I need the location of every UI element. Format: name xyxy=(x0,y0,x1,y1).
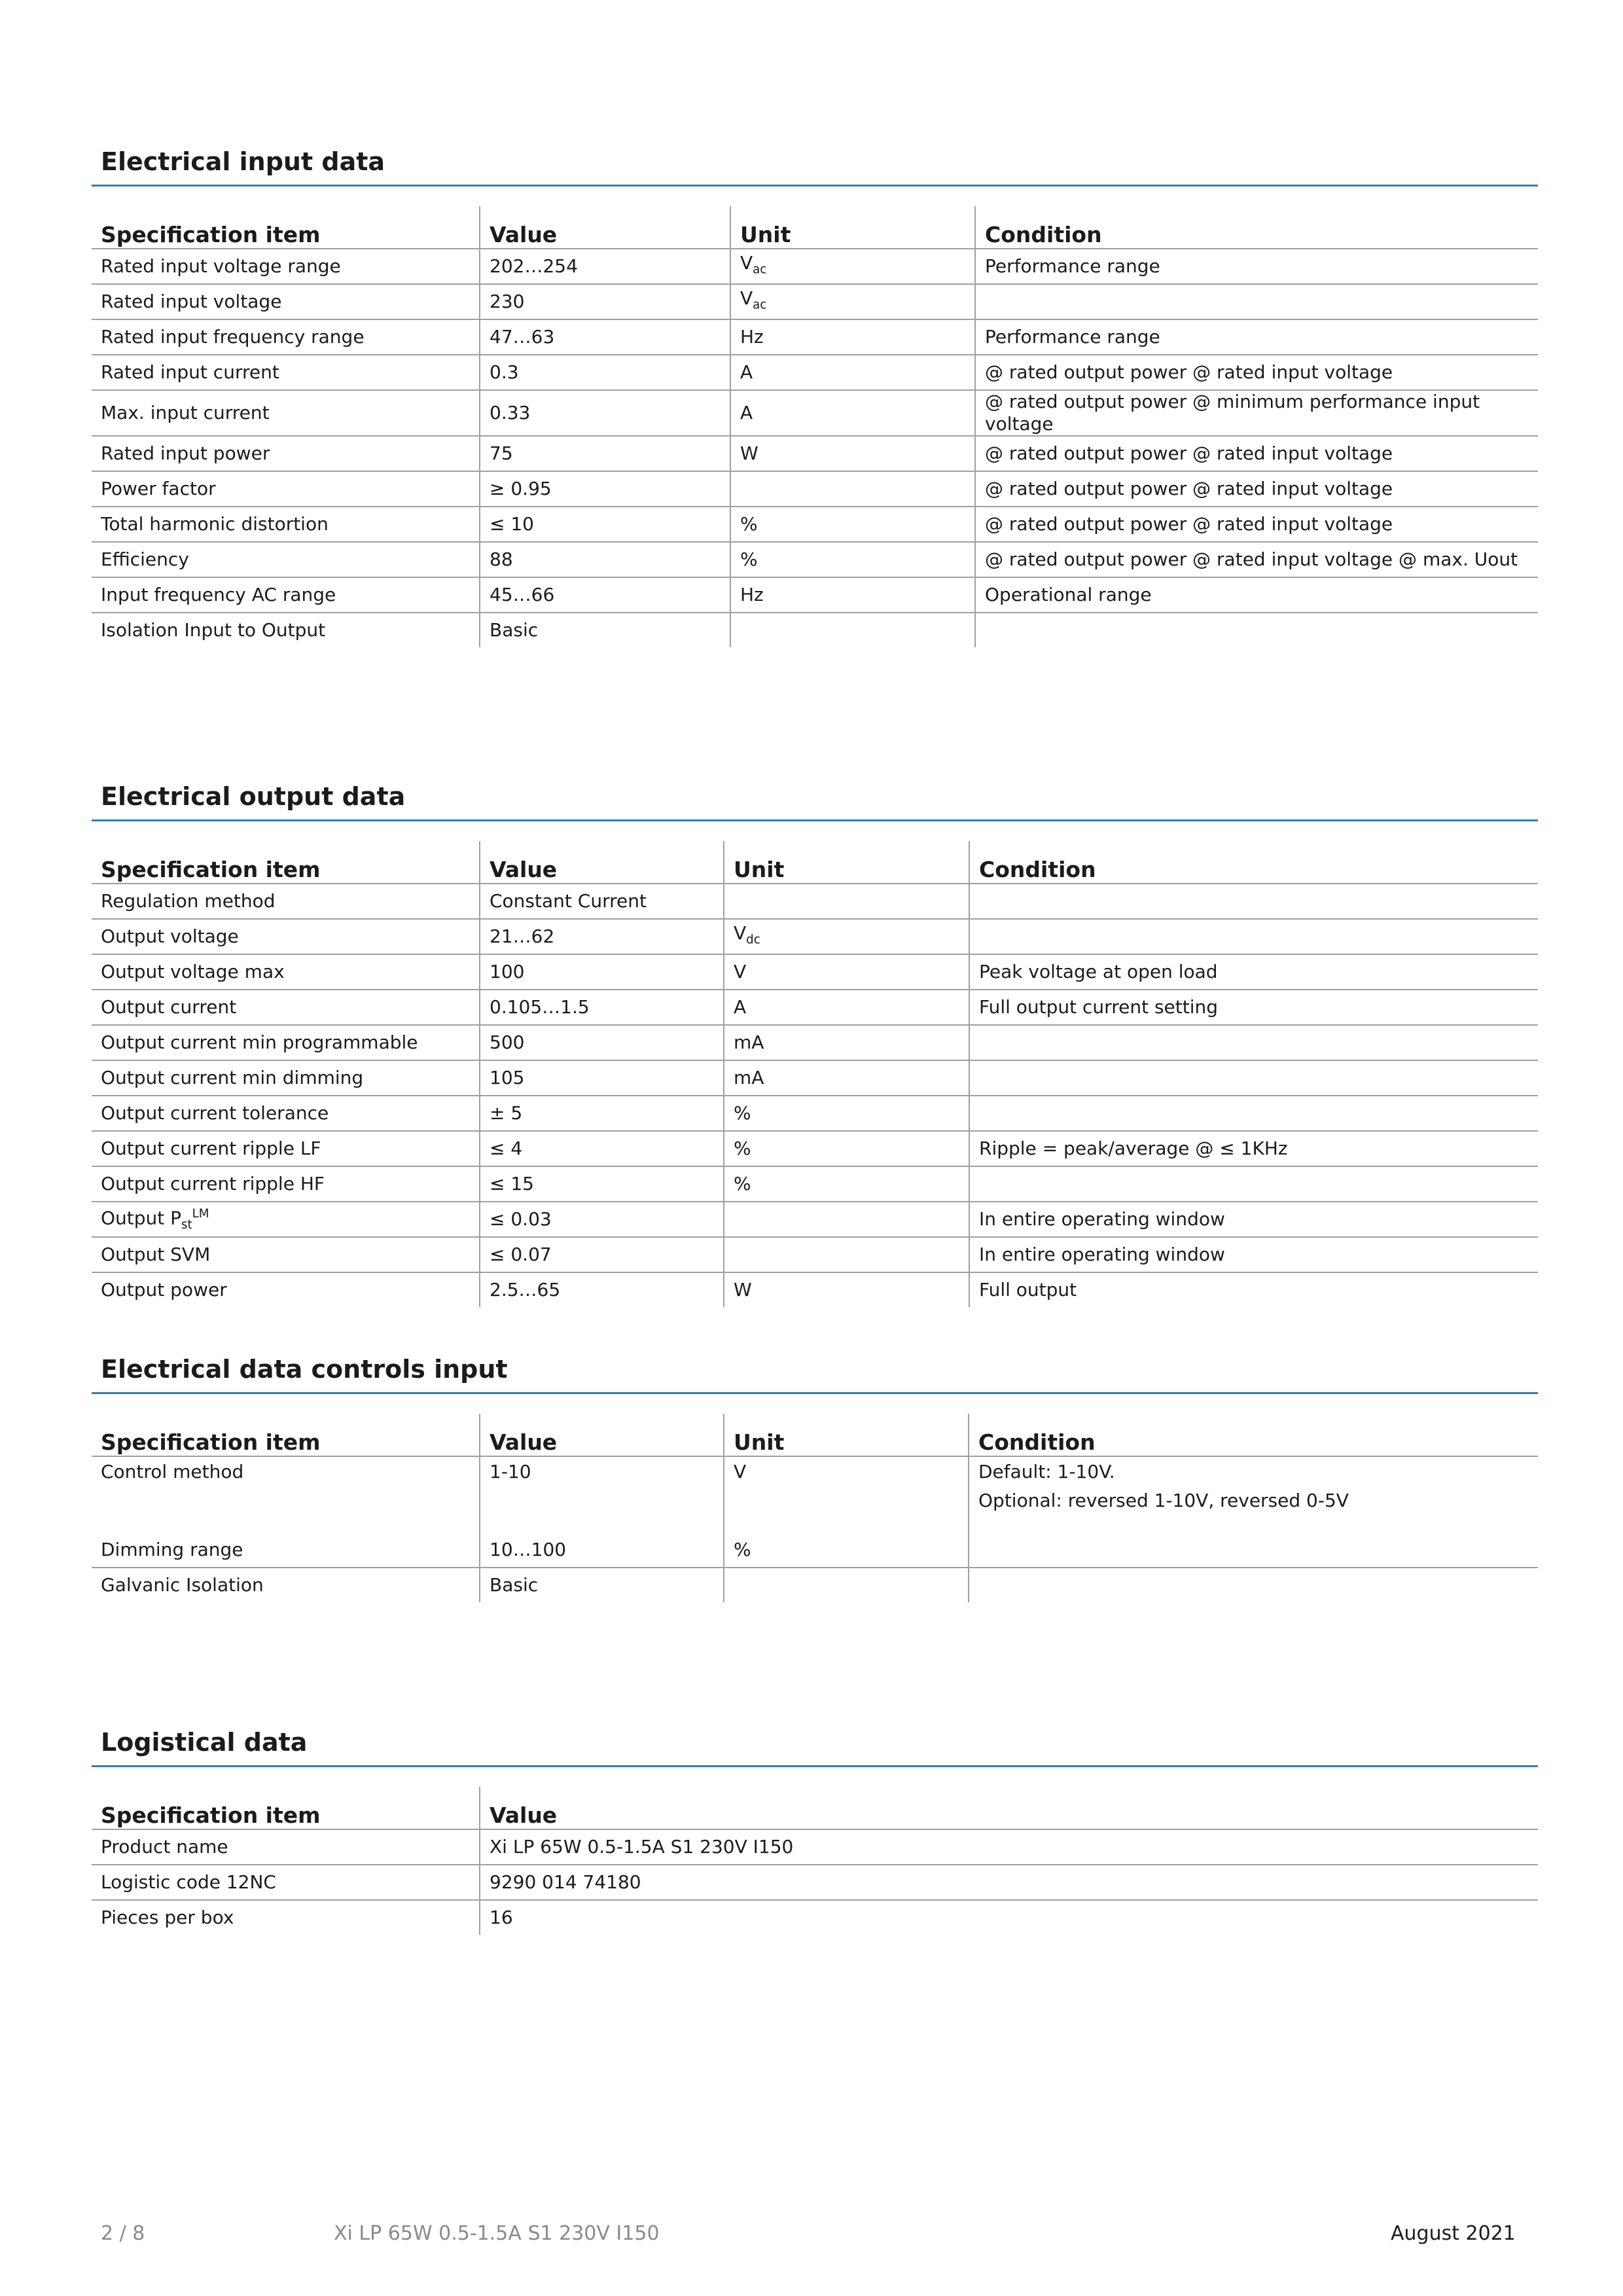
cell-value: 1-10 xyxy=(480,1456,724,1533)
column-header: Value xyxy=(480,1787,1538,1829)
cell-spec-item: Output current min programmable xyxy=(92,1025,480,1060)
cell-value: ≤ 10 xyxy=(480,507,730,542)
cell-value: 202…254 xyxy=(480,249,730,284)
cell-value: 16 xyxy=(480,1900,1538,1935)
table-row xyxy=(92,1456,1538,1533)
cell-spec-item: Power factor xyxy=(92,471,480,507)
cell-value: 45…66 xyxy=(480,577,730,613)
cell-value: 47…63 xyxy=(480,319,730,355)
cell-value: 88 xyxy=(480,542,730,577)
cell-spec-item: Product name xyxy=(92,1829,480,1865)
table-row xyxy=(92,1237,1538,1272)
table-row xyxy=(92,355,1538,390)
column-header: Value xyxy=(480,206,730,249)
column-header: Condition xyxy=(969,841,1538,884)
column-header: Specification item xyxy=(92,206,480,249)
cell-unit: mA xyxy=(724,1060,969,1096)
cell-unit xyxy=(724,1568,969,1602)
cell-value: ≤ 15 xyxy=(480,1166,724,1202)
section-title: Logistical data xyxy=(92,1728,1538,1767)
section-title: Electrical data controls input xyxy=(92,1355,1538,1394)
cell-value: Basic xyxy=(480,613,730,647)
cell-spec-item: Regulation method xyxy=(92,884,480,919)
cell-condition: Full output current setting xyxy=(969,990,1538,1025)
cell-spec-item: Control method xyxy=(101,1461,244,1482)
cell-value: ± 5 xyxy=(480,1096,724,1131)
cell-spec-item: Total harmonic distortion xyxy=(92,507,480,542)
table-header-row xyxy=(92,841,1538,884)
cell-value: 21…62 xyxy=(480,919,724,954)
cell-unit: % xyxy=(724,1131,969,1166)
cell-spec-item: Input frequency AC range xyxy=(92,577,480,613)
cell-unit: % xyxy=(730,542,975,577)
cell-unit: $V_{dc}$ xyxy=(724,919,969,954)
cell-unit: % xyxy=(724,1096,969,1131)
cell-condition: @ rated output power @ minimum performance input voltage xyxy=(975,390,1538,436)
table-body xyxy=(92,1533,1538,1602)
cell-unit xyxy=(724,884,969,919)
cell-unit: V xyxy=(724,1456,969,1533)
cell-condition: Performance range xyxy=(975,249,1538,284)
cell-value: ≥ 0.95 xyxy=(480,471,730,507)
table-row xyxy=(92,884,1538,919)
table-row xyxy=(92,1131,1538,1166)
cell-unit: V xyxy=(724,954,969,990)
cell-unit: W xyxy=(730,436,975,471)
table-row xyxy=(92,954,1538,990)
cell-value: 9290 014 74180 xyxy=(480,1865,1538,1900)
cell-spec-item: Output current xyxy=(92,990,480,1025)
cell-value: Constant Current xyxy=(480,884,724,919)
cell-condition: In entire operating window xyxy=(969,1237,1538,1272)
cell-spec-item: Rated input frequency range xyxy=(92,319,480,355)
cell-condition xyxy=(969,1096,1538,1131)
cell-condition xyxy=(969,884,1538,919)
cell-spec-item: Output $P_{st}^{LM}$ xyxy=(92,1202,480,1237)
cell-unit xyxy=(724,1237,969,1272)
section-electrical-input xyxy=(92,147,1538,647)
cell-unit xyxy=(730,471,975,507)
cell-unit xyxy=(724,1202,969,1237)
column-header: Unit xyxy=(724,841,969,884)
column-header: Unit xyxy=(730,206,975,249)
controls-input-table xyxy=(92,1414,1538,1602)
condition-line: Default: 1-10V. xyxy=(978,1461,1115,1482)
cell-condition: @ rated output power @ rated input voltage xyxy=(975,355,1538,390)
table-body xyxy=(92,884,1538,1307)
table-header-row xyxy=(92,206,1538,249)
table-row xyxy=(92,1533,1538,1568)
cell-spec-item: Output current tolerance xyxy=(92,1096,480,1131)
cell-unit: % xyxy=(724,1533,969,1568)
cell-value: Basic xyxy=(480,1568,724,1602)
cell-condition xyxy=(969,1456,1538,1533)
table-row xyxy=(92,1202,1538,1237)
cell-value: Xi LP 65W 0.5-1.5A S1 230V I150 xyxy=(480,1829,1538,1865)
cell-condition: In entire operating window xyxy=(969,1202,1538,1237)
cell-unit xyxy=(730,613,975,647)
table-row xyxy=(92,577,1538,613)
table-row xyxy=(92,507,1538,542)
table-row xyxy=(92,319,1538,355)
table-row xyxy=(92,542,1538,577)
table-body xyxy=(92,1456,1538,1533)
cell-condition: @ rated output power @ rated input voltage @ max. Uout xyxy=(975,542,1538,577)
section-title: Electrical output data xyxy=(92,782,1538,821)
cell-spec-item: Output voltage xyxy=(92,919,480,954)
cell-spec-item: Dimming range xyxy=(92,1533,480,1568)
table-row xyxy=(92,1166,1538,1202)
cell-spec-item: Rated input voltage xyxy=(92,284,480,319)
cell-condition: @ rated output power @ rated input voltage xyxy=(975,436,1538,471)
cell-condition xyxy=(969,1568,1538,1602)
footer-date: August 2021 xyxy=(1391,2222,1516,2245)
cell-value: 0.105…1.5 xyxy=(480,990,724,1025)
cell-spec-item: Output current ripple HF xyxy=(92,1166,480,1202)
cell-condition: Full output xyxy=(969,1272,1538,1307)
cell-unit: Hz xyxy=(730,577,975,613)
section-logistical xyxy=(92,1728,1538,1935)
cell-unit: Hz xyxy=(730,319,975,355)
cell-value: ≤ 0.03 xyxy=(480,1202,724,1237)
cell-spec-item: Logistic code 12NC xyxy=(92,1865,480,1900)
column-header: Specification item xyxy=(92,1414,480,1456)
table-row xyxy=(92,1060,1538,1096)
cell-spec-item: Max. input current xyxy=(92,390,480,436)
table-row xyxy=(92,1272,1538,1307)
table-row xyxy=(92,1096,1538,1131)
cell-unit: $V_{ac}$ xyxy=(730,249,975,284)
cell-spec-item: Rated input voltage range xyxy=(92,249,480,284)
table-row xyxy=(92,471,1538,507)
cell-condition xyxy=(975,284,1538,319)
column-header: Specification item xyxy=(92,841,480,884)
cell-condition: @ rated output power @ rated input voltage xyxy=(975,507,1538,542)
electrical-output-table xyxy=(92,841,1538,1307)
cell-condition xyxy=(969,1166,1538,1202)
cell-condition xyxy=(969,1025,1538,1060)
footer-product-name: Xi LP 65W 0.5-1.5A S1 230V I150 xyxy=(334,2222,660,2245)
table-body xyxy=(92,1829,1538,1935)
cell-condition: Ripple = peak/average @ ≤ 1KHz xyxy=(969,1131,1538,1166)
table-row xyxy=(92,613,1538,647)
cell-spec-item: Efficiency xyxy=(92,542,480,577)
cell-unit: mA xyxy=(724,1025,969,1060)
cell-unit: A xyxy=(730,390,975,436)
electrical-input-table xyxy=(92,206,1538,647)
cell-spec-item: Galvanic Isolation xyxy=(101,1574,264,1596)
cell-value: 0.3 xyxy=(480,355,730,390)
table-row xyxy=(92,284,1538,319)
table-header-row xyxy=(92,1414,1538,1456)
cell-value: 100 xyxy=(480,954,724,990)
section-electrical-output xyxy=(92,782,1538,1307)
cell-value: 500 xyxy=(480,1025,724,1060)
cell-unit: W xyxy=(724,1272,969,1307)
cell-spec-item: Rated input current xyxy=(92,355,480,390)
cell-spec-item: Output current ripple LF xyxy=(92,1131,480,1166)
cell-unit: % xyxy=(724,1166,969,1202)
column-header: Unit xyxy=(724,1414,969,1456)
page-number: 2 / 8 xyxy=(101,2222,145,2245)
cell-value: ≤ 4 xyxy=(480,1131,724,1166)
table-row xyxy=(92,436,1538,471)
cell-value: 105 xyxy=(480,1060,724,1096)
table-row xyxy=(92,1865,1538,1900)
section-title: Electrical input data xyxy=(92,147,1538,187)
column-header: Specification item xyxy=(92,1787,480,1829)
cell-condition xyxy=(969,919,1538,954)
condition-line: Optional: reversed 1-10V, reversed 0-5V xyxy=(978,1490,1349,1511)
cell-spec-item: Rated input power xyxy=(92,436,480,471)
cell-value: 10…100 xyxy=(480,1533,724,1568)
column-header: Condition xyxy=(975,206,1538,249)
cell-spec-item: Output SVM xyxy=(92,1237,480,1272)
cell-condition: Performance range xyxy=(975,319,1538,355)
table-body xyxy=(92,249,1538,647)
cell-spec-item: Output power xyxy=(101,1279,227,1300)
cell-value: 0.33 xyxy=(480,390,730,436)
cell-unit: A xyxy=(730,355,975,390)
cell-spec-item: Output current min dimming xyxy=(92,1060,480,1096)
table-row xyxy=(92,1568,1538,1602)
cell-spec-item: Isolation Input to Output xyxy=(101,619,326,641)
cell-condition xyxy=(969,1533,1538,1568)
cell-spec-item: Output voltage max xyxy=(92,954,480,990)
cell-value: 2.5…65 xyxy=(480,1272,724,1307)
cell-value: ≤ 0.07 xyxy=(480,1237,724,1272)
cell-unit: % xyxy=(730,507,975,542)
section-controls-input xyxy=(92,1355,1538,1602)
table-header-row xyxy=(92,1787,1538,1829)
cell-value: 230 xyxy=(480,284,730,319)
cell-condition xyxy=(969,1060,1538,1096)
cell-unit: $V_{ac}$ xyxy=(730,284,975,319)
cell-value: 75 xyxy=(480,436,730,471)
table-row xyxy=(92,249,1538,284)
table-row xyxy=(92,1900,1538,1935)
table-row xyxy=(92,919,1538,954)
column-header: Value xyxy=(480,841,724,884)
cell-condition: Operational range xyxy=(975,577,1538,613)
column-header: Condition xyxy=(969,1414,1538,1456)
cell-condition: @ rated output power @ rated input voltage xyxy=(975,471,1538,507)
cell-spec-item: Pieces per box xyxy=(101,1907,234,1928)
column-header: Value xyxy=(480,1414,724,1456)
cell-unit: A xyxy=(724,990,969,1025)
cell-condition xyxy=(975,613,1538,647)
cell-condition: Peak voltage at open load xyxy=(969,954,1538,990)
table-row xyxy=(92,1829,1538,1865)
table-row xyxy=(92,1025,1538,1060)
table-row xyxy=(92,990,1538,1025)
table-row xyxy=(92,390,1538,436)
logistical-table xyxy=(92,1787,1538,1935)
